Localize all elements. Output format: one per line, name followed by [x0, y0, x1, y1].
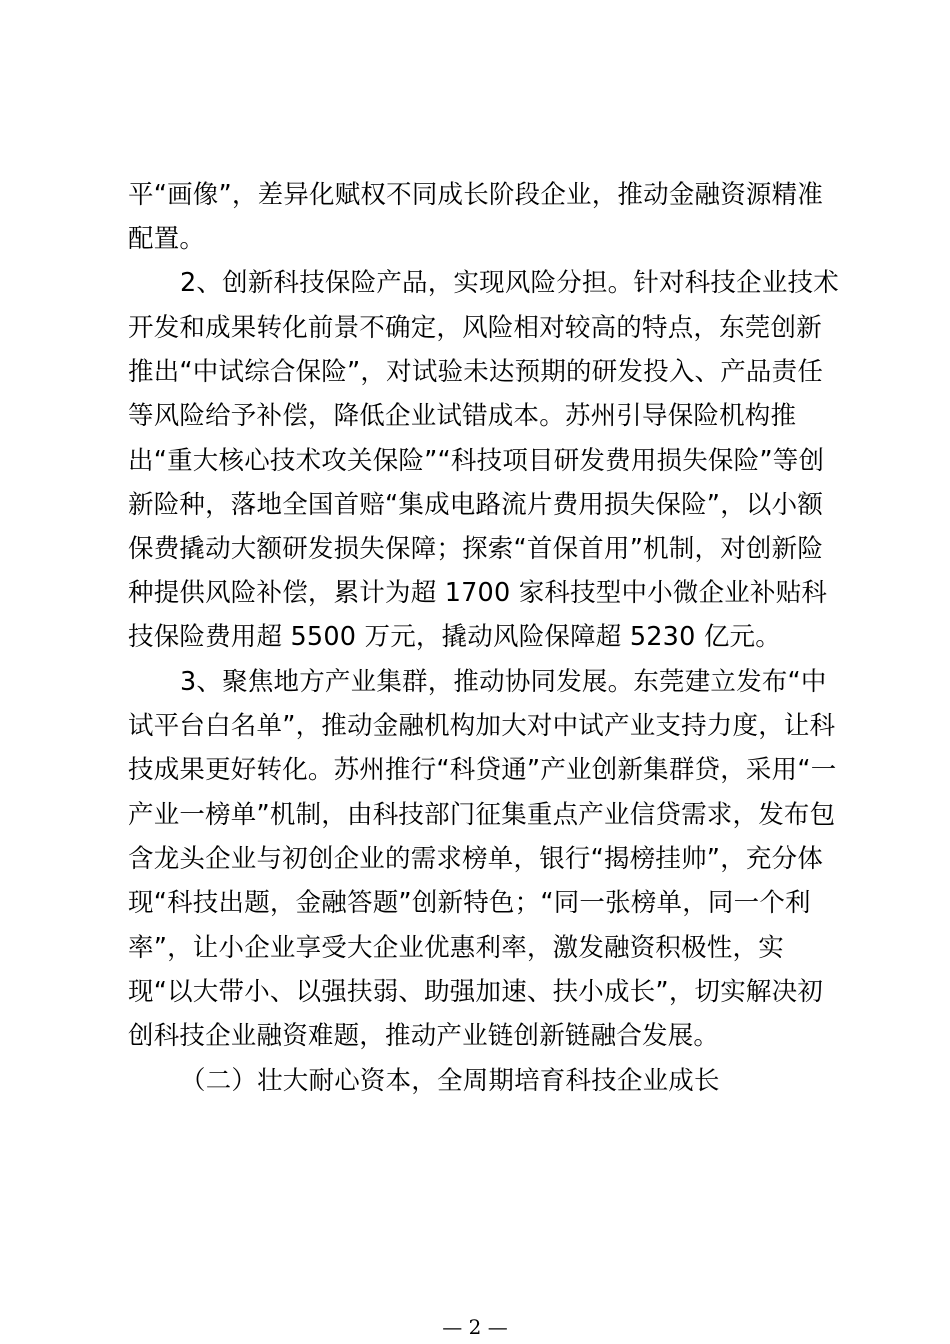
text-line: 推出“中试综合保险”，对试验未达预期的研发投入、产品责任 — [128, 357, 824, 387]
text-line: 率”，让小企业享受大企业优惠利率，激发融资积极性，实 — [128, 933, 784, 963]
text-line: 等风险给予补偿，降低企业试错成本。苏州引导保险机构推 — [128, 401, 797, 431]
text-line: 创科技企业融资难题，推动产业链创新链融合发展。 — [128, 1021, 720, 1051]
text-line: 平“画像”，差异化赋权不同成长阶段企业，推动金融资源精准 — [128, 180, 824, 210]
paragraph-start-line: 3、聚焦地方产业集群，推动协同发展。东莞建立发布“中 — [180, 667, 827, 697]
section-heading: （二）壮大耐心资本，全周期培育科技企业成长 — [180, 1066, 720, 1096]
text-line: 现“科技出题，金融答题”创新特色；“同一张榜单，同一个利 — [128, 888, 811, 918]
paragraph-start-line: 2、创新科技保险产品，实现风险分担。针对科技企业技术 — [180, 268, 839, 298]
text-line: 种提供风险补偿，累计为超 1700 家科技型中小微企业补贴科 — [128, 578, 828, 608]
text-line: 试平台白名单”，推动金融机构加大对中试产业支持力度，让科 — [128, 711, 836, 741]
text-line: 新险种，落地全国首赔“集成电路流片费用损失保险”，以小额 — [128, 490, 824, 520]
text-line: 产业一榜单”机制，由科技部门征集重点产业信贷需求，发布包 — [128, 800, 836, 830]
text-line: 配置。 — [128, 224, 206, 254]
text-line: 现“以大带小、以强扶弱、助强加速、扶小成长”，切实解决初 — [128, 977, 824, 1007]
text-line: 出“重大核心技术攻关保险”“科技项目研发费用损失保险”等创 — [128, 446, 825, 476]
text-line: 技成果更好转化。苏州推行“科贷通”产业创新集群贷，采用“一 — [128, 755, 837, 785]
text-line: 含龙头企业与初创企业的需求榜单，银行“揭榜挂帅”，充分体 — [128, 844, 824, 874]
text-line: 技保险费用超 5500 万元，撬动风险保障超 5230 亿元。 — [128, 622, 781, 652]
page-number: — 2 — — [442, 1315, 508, 1339]
text-line: 保费撬动大额研发损失保障；探索“首保首用”机制，对创新险 — [128, 534, 824, 564]
text-line: 开发和成果转化前景不确定，风险相对较高的特点，东莞创新 — [128, 313, 822, 343]
